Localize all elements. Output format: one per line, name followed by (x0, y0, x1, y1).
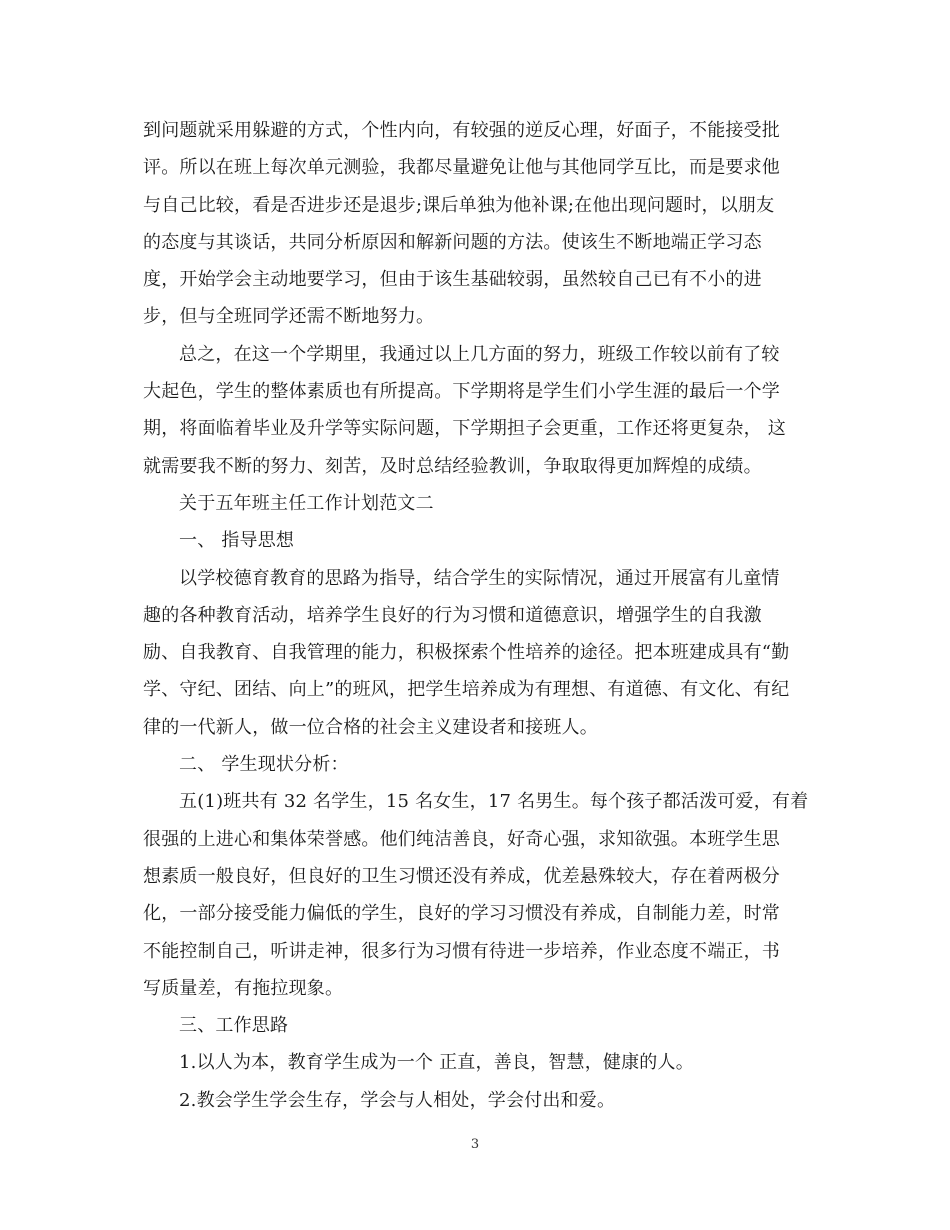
list-item: 1.以人为本，教育学生成为一个 正直，善良，智慧，健康的人。 (179, 1052, 694, 1074)
text-line: 化，一部分接受能力偏低的学生，良好的学习习惯没有养成，自制能力差，时常 (143, 903, 780, 925)
section-heading: 一、 指导思想 (179, 530, 295, 552)
document-body (143, 112, 813, 1119)
text-line: 大起色，学生的整体素质也有所提高。下学期将是学生们小学生涯的最后一个学 (143, 381, 780, 403)
text-line: 到问题就采用躲避的方式，个性内向，有较强的逆反心理，好面子，不能接受批 (143, 120, 780, 141)
text-line: 度，开始学会主动地要学习，但由于该生基础较弱，虽然较自己已有不小的进 (143, 269, 762, 291)
text-line: 律的一代新人，做一位合格的社会主义建设者和接班人。 (143, 716, 598, 738)
text-line: 很强的上进心和集体荣誉感。他们纯洁善良，好奇心强，求知欲强。本班学生思 (143, 828, 780, 850)
text-line: 趣的各种教育活动，培养学生良好的行为习惯和道德意识，增强学生的自我激 (143, 604, 762, 626)
list-item: 2.教会学生学会生存，学会与人相处，学会付出和爱。 (179, 1089, 616, 1111)
text-line: 不能控制自己，听讲走神，很多行为习惯有待进一步培养，作业态度不端正，书 (143, 940, 780, 962)
text-line: 就需要我不断的努力、刻苦，及时总结经验教训，争取取得更加辉煌的成绩。 (143, 455, 762, 477)
body-text (143, 112, 813, 1119)
text-line: 期，将面临着毕业及升学等实际问题，下学期担子会更重，工作还将更复杂， 这 (143, 418, 786, 440)
section-heading: 三、工作思路 (179, 1015, 289, 1037)
section-title: 关于五年班主任工作计划范文二 (179, 492, 434, 514)
text-line: 评。所以在班上每次单元测验，我都尽量避免让他与其他同学互比，而是要求他 (143, 157, 780, 179)
text-line: 与自己比较，看是否进步还是退步;课后单独为他补课;在他出现问题时，以朋友 (143, 194, 775, 216)
text-line: 学、守纪、团结、向上”的班风，把学生培养成为有理想、有道德、有文化、有纪 (143, 679, 790, 701)
text-line: 励、自我教育、自我管理的能力，积极探索个性培养的途径。把本班建成具有“勤 (143, 642, 790, 664)
text-line: 以学校德育教育的思路为指导，结合学生的实际情况，通过开展富有儿童情 (179, 567, 780, 589)
text-line: 想素质一般良好，但良好的卫生习惯还没有养成，优差悬殊较大，存在着两极分 (143, 865, 780, 887)
text-line: 步，但与全班同学还需不断地努力。 (143, 306, 435, 328)
text-line: 写质量差，有拖拉现象。 (143, 977, 344, 999)
page-number: 3 (470, 1137, 480, 1152)
text-line: 的态度与其谈话，共同分析原因和解新问题的方法。使该生不断地端正学习态 (143, 231, 762, 253)
text-line: 总之，在这一个学期里，我通过以上几方面的努力，班级工作较以前有了较 (179, 343, 780, 365)
section-heading: 二、 学生现状分析： (179, 754, 349, 776)
text-line: 五(1)班共有 32 名学生，15 名女生，17 名男生。每个孩子都活泼可爱，有着 (179, 791, 809, 813)
